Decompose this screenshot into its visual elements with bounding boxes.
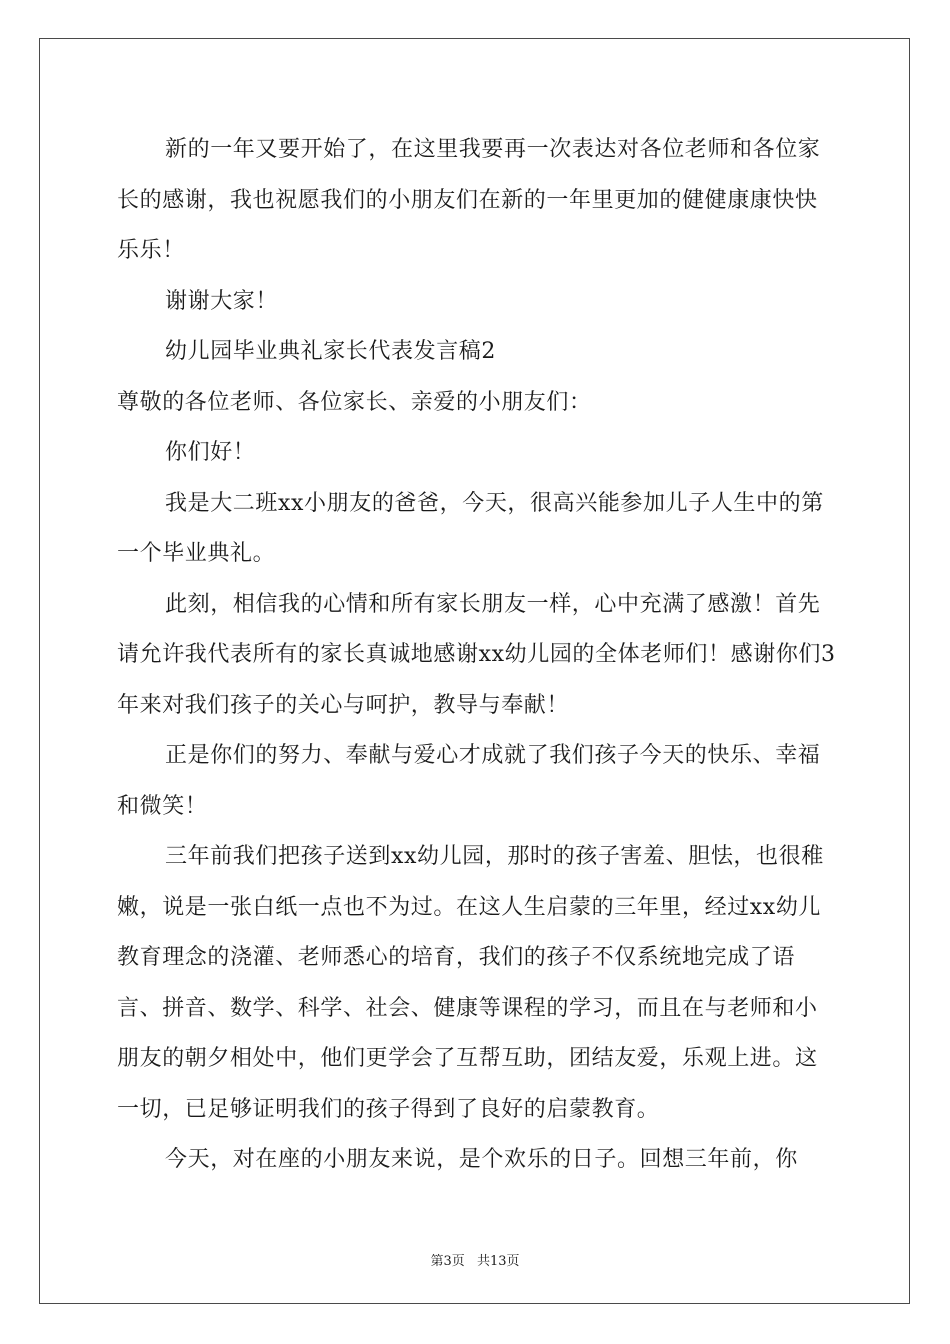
paragraph-closing-wishes: 新的一年又要开始了，在这里我要再一次表达对各位老师和各位家长的感谢，我也祝愿我们的小朋友们在新的一年里更加的健健康康快快乐乐！ (117, 137, 821, 263)
document-body (117, 125, 837, 1186)
section-title: 幼儿园毕业典礼家长代表发言稿2 (165, 339, 496, 364)
current-page-label: 第3页 (430, 1254, 465, 1269)
paragraph-efforts: 正是你们的努力、奉献与爱心才成就了我们孩子今天的快乐、幸福和微笑！ (117, 743, 821, 819)
paragraph-greeting: 你们好！ (165, 440, 256, 465)
paragraph-introduction: 我是大二班xx小朋友的爸爸，今天，很高兴能参加儿子人生中的第一个毕业典礼。 (117, 490, 824, 566)
paragraph-three-years: 三年前我们把孩子送到xx幼儿园，那时的孩子害羞、胆怯，也很稚嫩，说是一张白纸一点也不为过。在这人生启蒙的三年里，经过xx幼儿教育理念的浇灌、老师悉心的培育，我们的孩子不仅系统地完成了语言、拼音、数学、科学、社会、健康等课程的学习，而且在与老师和小朋友的朝夕相处中，他们更学会了互帮互助，团结友爱，乐观上进。这一切，已足够证明我们的孩子得到了良好的启蒙教育。 (117, 844, 824, 1122)
paragraph-gratitude: 此刻，相信我的心情和所有家长朋友一样，心中充满了感激！首先请允许我代表所有的家长真诚地感谢xx幼儿园的全体老师们！感谢你们3年来对我们孩子的关心与呵护，教导与奉献！ (117, 591, 836, 718)
salutation: 尊敬的各位老师、各位家长、亲爱的小朋友们： (117, 389, 592, 415)
paragraph-thanks: 谢谢大家！ (165, 288, 279, 314)
paragraph-today: 今天，对在座的小朋友来说，是个欢乐的日子。回想三年前，你 (165, 1147, 798, 1172)
total-pages-label: 共13页 (476, 1254, 520, 1269)
page-footer (0, 1250, 950, 1269)
